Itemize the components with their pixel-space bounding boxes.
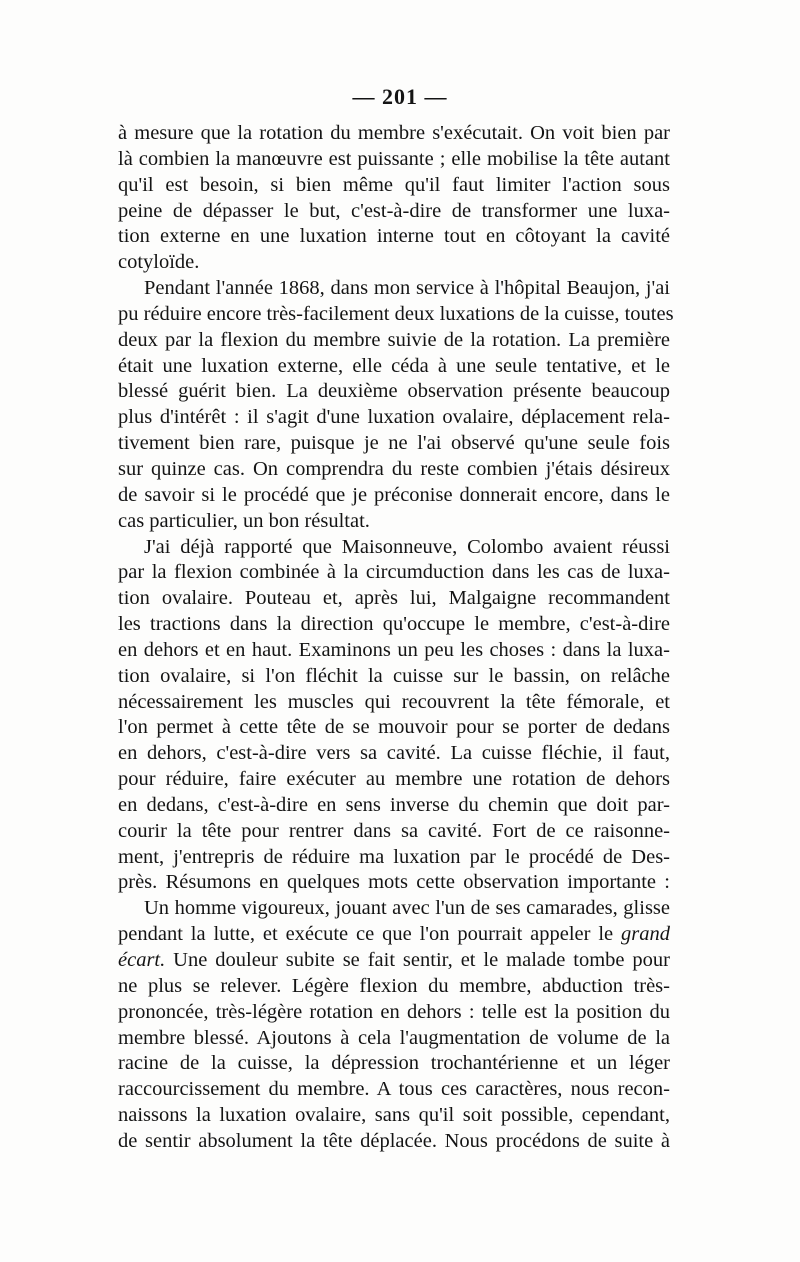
italic-text: grand bbox=[621, 923, 670, 946]
text-line bbox=[118, 509, 670, 535]
line-text: cas particulier, un bon résultat. bbox=[118, 509, 370, 532]
text-line bbox=[118, 354, 670, 380]
line-text: en dehors et en haut. Examinons un peu les choses : dans la luxa- bbox=[118, 638, 670, 661]
line-text: pu réduire encore très-facilement deux luxations de la cuisse, toutes bbox=[118, 302, 674, 325]
text-line bbox=[118, 535, 670, 561]
text-line bbox=[118, 121, 670, 147]
line-text: plus d'intérêt : il s'agit d'une luxation ovalaire, déplacement rela- bbox=[118, 406, 670, 429]
line-text: blessé guérit bien. La deuxième observation présente beaucoup bbox=[118, 380, 670, 403]
text-line bbox=[118, 224, 670, 250]
line-text: tivement bien rare, puisque je ne l'ai observé qu'une seule fois bbox=[118, 432, 670, 455]
text-line bbox=[118, 819, 670, 845]
line-text: de savoir si le procédé que je préconise donnerait encore, dans le bbox=[118, 483, 670, 506]
text-line bbox=[118, 845, 670, 871]
line-text: en dedans, c'est-à-dire en sens inverse du chemin que doit par- bbox=[118, 793, 670, 816]
text-line bbox=[118, 1077, 670, 1103]
line-text: pendant la lutte, et exécute ce que l'on pourrait appeler le bbox=[118, 923, 622, 946]
text-line bbox=[118, 793, 670, 819]
text-line bbox=[118, 173, 670, 199]
line-text: près. Résumons en quelques mots cette observation importante : bbox=[118, 871, 670, 894]
line-text: ne plus se relever. Légère flexion du membre, abduction très- bbox=[118, 974, 670, 997]
line-text: les tractions dans la direction qu'occupe le membre, c'est-à-dire bbox=[118, 613, 670, 636]
text-line bbox=[118, 405, 670, 431]
text-line bbox=[118, 741, 670, 767]
line-text: tion ovalaire. Pouteau et, après lui, Malgaigne recommandent bbox=[118, 587, 670, 610]
line-text: en dehors, c'est-à-dire vers sa cavité. La cuisse fléchie, il faut, bbox=[118, 742, 670, 765]
text-line bbox=[118, 379, 670, 405]
text-line bbox=[118, 483, 670, 509]
line-text: Pendant l'année 1868, dans mon service à l'hôpital Beaujon, j'ai bbox=[144, 277, 670, 300]
line-text: naissons la luxation ovalaire, sans qu'il soit possible, cependant, bbox=[118, 1104, 670, 1127]
text-line bbox=[118, 586, 670, 612]
line-text: prononcée, très-légère rotation en dehors : telle est la position du bbox=[118, 1000, 670, 1023]
text-line bbox=[118, 664, 670, 690]
line-text: Un homme vigoureux, jouant avec l'un de ses camarades, glisse bbox=[144, 897, 670, 920]
line-text: Une douleur subite se fait sentir, et le malade tombe pour bbox=[165, 949, 670, 971]
text-line bbox=[118, 870, 670, 896]
page-number: — 201 — bbox=[352, 84, 448, 109]
text-line bbox=[118, 690, 670, 716]
text-line bbox=[118, 302, 674, 328]
text-line bbox=[118, 328, 670, 354]
line-text: qu'il est besoin, si bien même qu'il faut limiter l'action sous bbox=[118, 173, 670, 196]
text-line bbox=[118, 1129, 670, 1155]
line-text: de sentir absolument la tête déplacée. Nous procédons de suite à bbox=[118, 1129, 670, 1152]
line-text: membre blessé. Ajoutons à cela l'augmentation de volume de la bbox=[118, 1026, 670, 1049]
line-text: nécessairement les muscles qui recouvrent la tête fémorale, et bbox=[118, 690, 670, 713]
line-text: là combien la manœuvre est puissante ; elle mobilise la tête autant bbox=[118, 147, 670, 170]
text-line bbox=[118, 147, 670, 173]
line-text: était une luxation externe, elle céda à une seule tentative, et le bbox=[118, 354, 670, 377]
line-text: ment, j'entrepris de réduire ma luxation par le procédé de Des- bbox=[118, 845, 670, 868]
line-text: peine de dépasser le but, c'est-à-dire de transformer une luxa- bbox=[118, 199, 670, 222]
text-line bbox=[118, 948, 670, 974]
text-line bbox=[118, 612, 670, 638]
line-text: racine de la cuisse, la dépression trochantérienne et un léger bbox=[118, 1052, 670, 1075]
line-text: cotyloïde. bbox=[118, 251, 200, 274]
text-line bbox=[118, 250, 670, 276]
text-line bbox=[118, 767, 670, 793]
text-line bbox=[118, 1051, 670, 1077]
text-line bbox=[118, 638, 670, 664]
text-line bbox=[118, 431, 670, 457]
line-text: tion externe en une luxation interne tout en côtoyant la cavité bbox=[118, 225, 670, 248]
text-line bbox=[118, 199, 670, 225]
text-line bbox=[118, 715, 670, 741]
text-line bbox=[118, 1026, 670, 1052]
text-line bbox=[118, 457, 670, 483]
line-text: à mesure que la rotation du membre s'exécutait. On voit bien par bbox=[118, 122, 670, 144]
body-text bbox=[118, 121, 674, 1155]
line-text: J'ai déjà rapporté que Maisonneuve, Colombo avaient réussi bbox=[144, 535, 670, 558]
text-line bbox=[118, 560, 670, 586]
text-line bbox=[118, 974, 670, 1000]
line-text: deux par la flexion du membre suivie de la rotation. La première bbox=[118, 328, 670, 351]
line-text: courir la tête pour rentrer dans sa cavité. Fort de ce raisonne- bbox=[118, 819, 670, 842]
line-text: l'on permet à cette tête de se mouvoir pour se porter de dedans bbox=[118, 716, 670, 739]
line-text: tion ovalaire, si l'on fléchit la cuisse sur le bassin, on relâche bbox=[118, 664, 670, 687]
line-text: pour réduire, faire exécuter au membre une rotation de dehors bbox=[118, 768, 670, 791]
text-line bbox=[118, 1000, 670, 1026]
line-text: sur quinze cas. On comprendra du reste combien j'étais désireux bbox=[118, 457, 670, 480]
line-text: par la flexion combinée à la circumduction dans les cas de luxa- bbox=[118, 561, 670, 584]
line-text: raccourcissement du membre. A tous ces caractères, nous recon- bbox=[118, 1078, 670, 1101]
text-line bbox=[118, 1103, 670, 1129]
text-line bbox=[118, 896, 670, 922]
italic-text: écart. bbox=[118, 949, 166, 971]
text-line bbox=[118, 276, 670, 302]
text-line bbox=[118, 922, 670, 948]
